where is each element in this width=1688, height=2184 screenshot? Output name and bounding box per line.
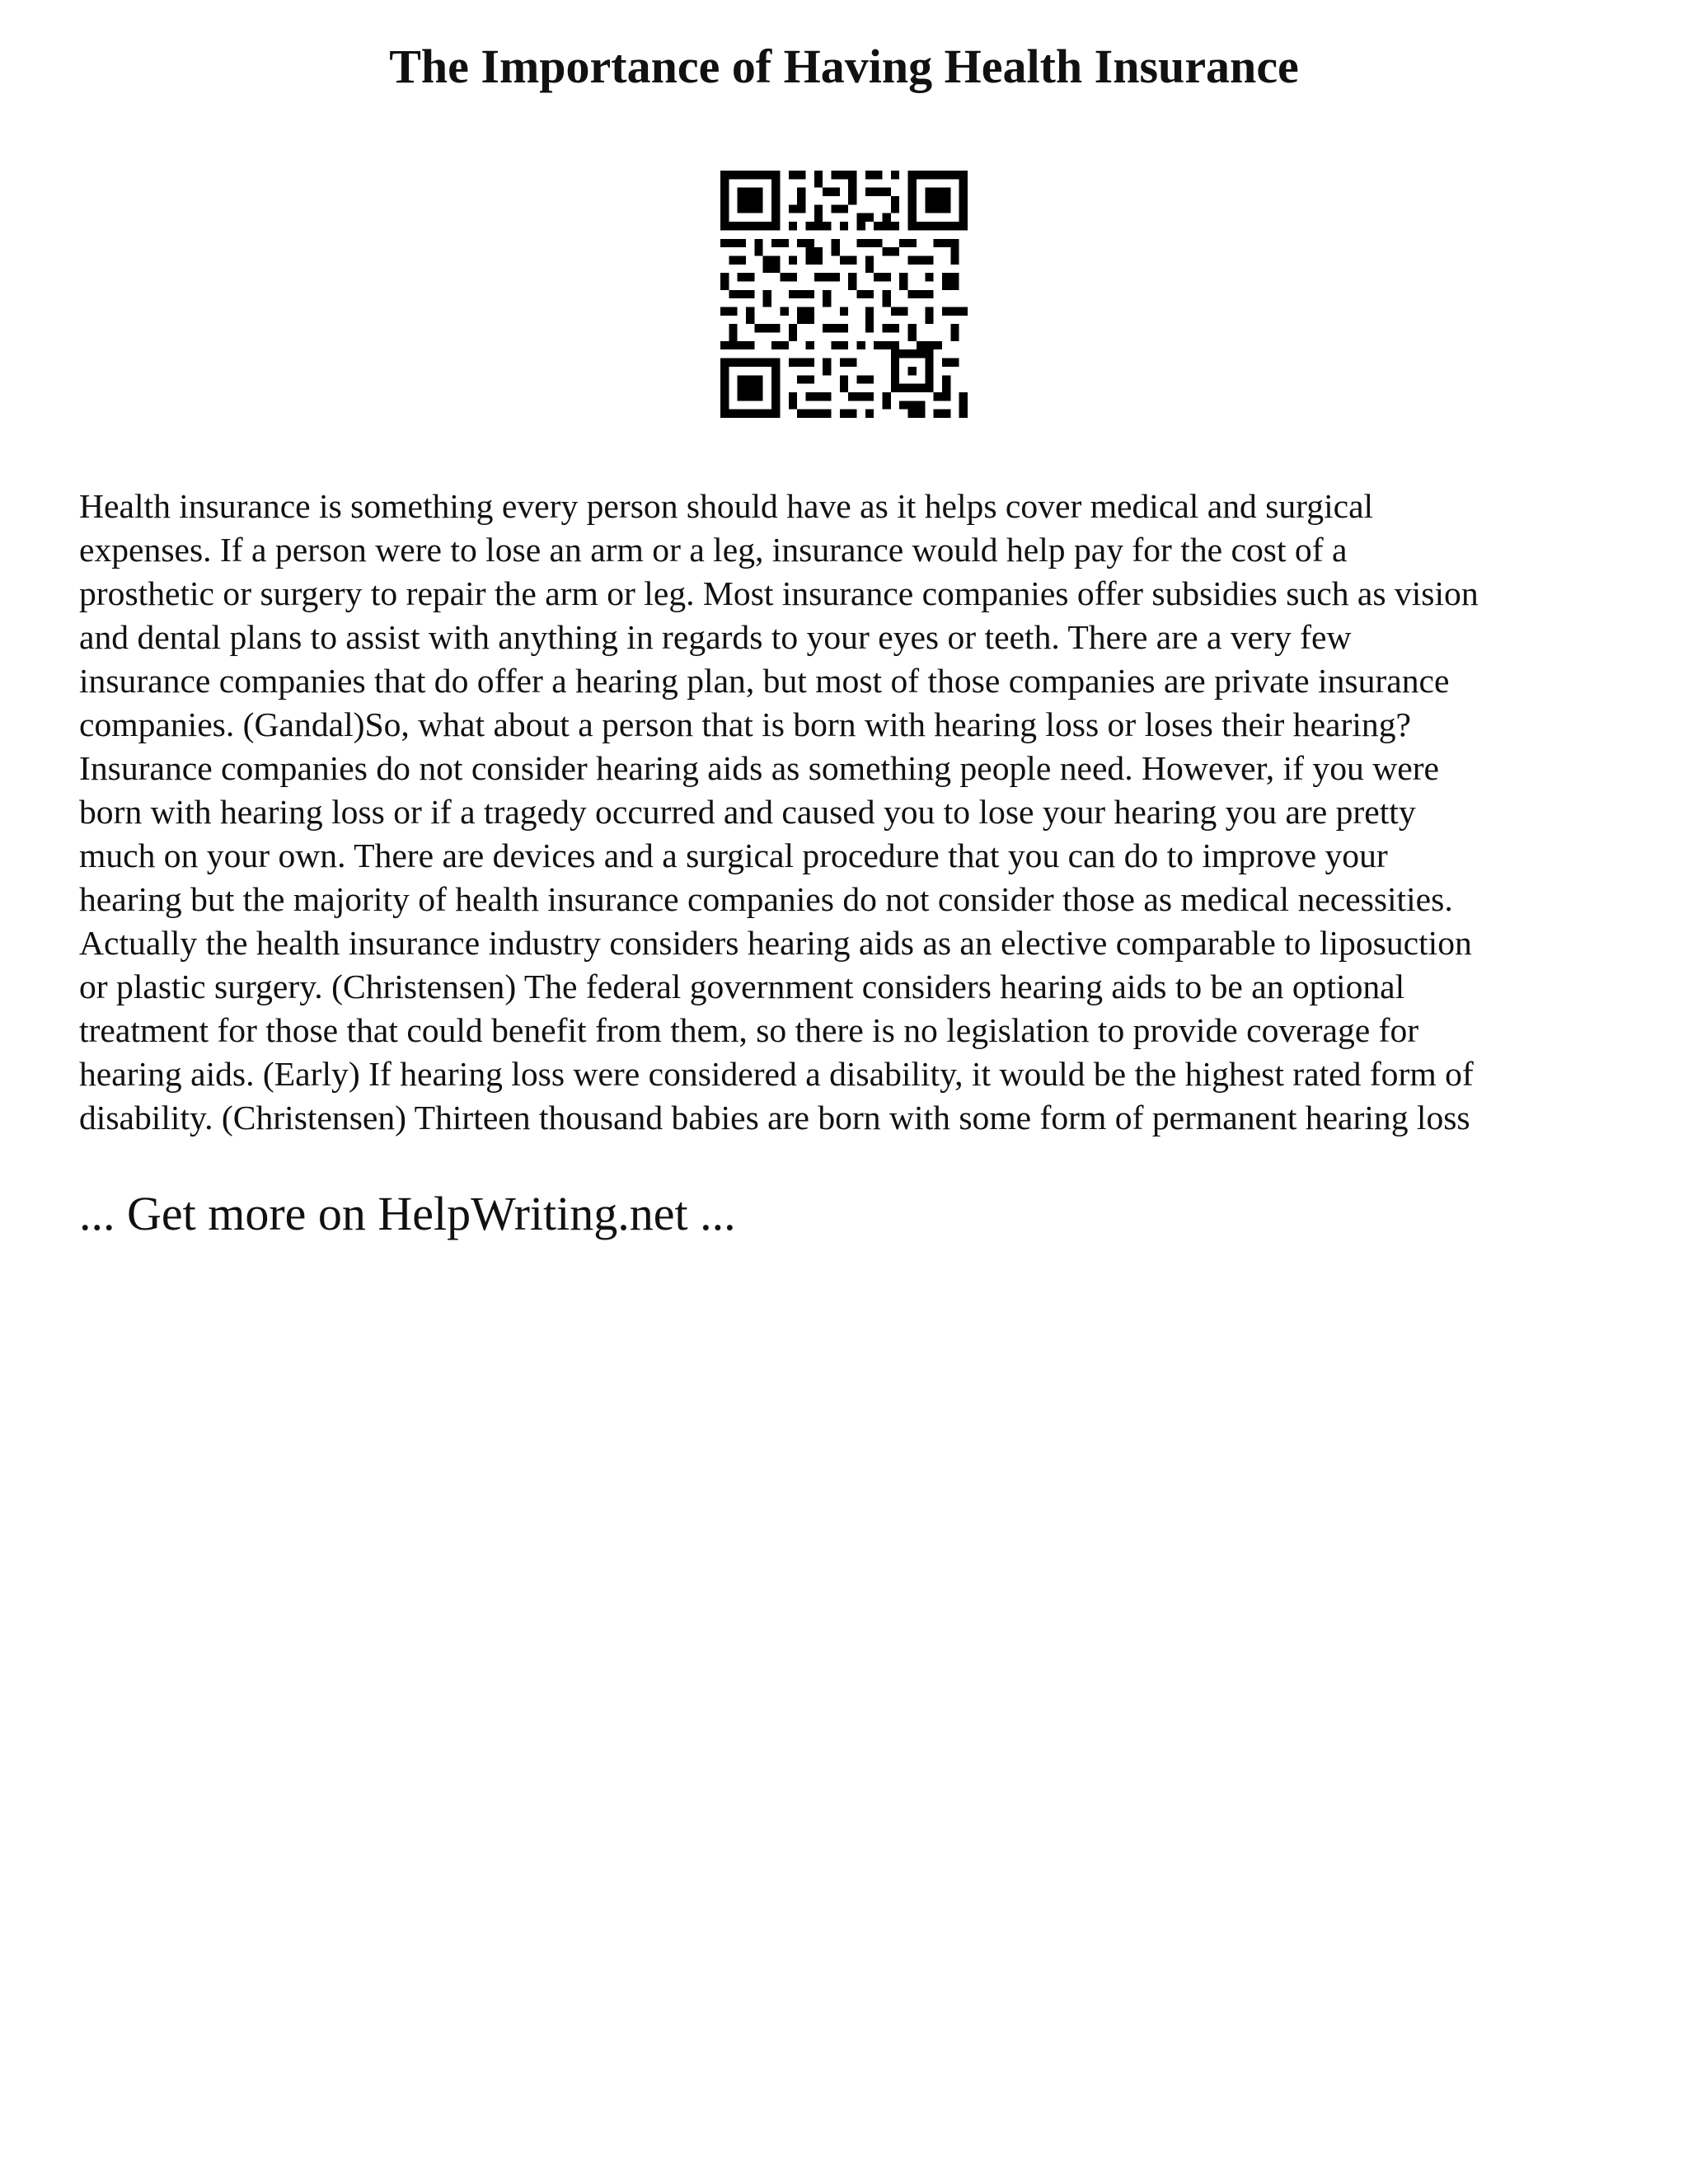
body-paragraph bbox=[79, 485, 1629, 1140]
body-line: hearing aids. (Early) If hearing loss were considered a disability, it would be the highest rated form of bbox=[79, 1055, 1474, 1093]
body-line: much on your own. There are devices and a surgical procedure that you can do to improve your bbox=[79, 837, 1388, 874]
body-line: hearing but the majority of health insurance companies do not consider those as medical necessities. bbox=[79, 880, 1453, 918]
body-line: treatment for those that could benefit from them, so there is no legislation to provide coverage for bbox=[79, 1011, 1419, 1049]
body-line: and dental plans to assist with anything in regards to your eyes or teeth. There are a very few bbox=[79, 618, 1352, 656]
get-more-link[interactable]: ... Get more on HelpWriting.net ... bbox=[79, 1187, 736, 1240]
body-line: Actually the health insurance industry considers hearing aids as an elective comparable to liposuction bbox=[79, 924, 1472, 962]
body-line: prosthetic or surgery to repair the arm or leg. Most insurance companies offer subsidies such as vision bbox=[79, 574, 1479, 612]
page-title: The Importance of Having Health Insurance bbox=[389, 40, 1299, 93]
qr-code-icon bbox=[720, 171, 968, 418]
body-line: or plastic surgery. (Christensen) The federal government considers hearing aids to be an optional bbox=[79, 968, 1405, 1005]
body-line: Insurance companies do not consider hearing aids as something people need. However, if you were bbox=[79, 749, 1440, 787]
body-line: born with hearing loss or if a tragedy occurred and caused you to lose your hearing you are pretty bbox=[79, 793, 1416, 831]
body-line: Health insurance is something every person should have as it helps cover medical and surgical bbox=[79, 487, 1374, 525]
body-line: insurance companies that do offer a hearing plan, but most of those companies are private insurance bbox=[79, 662, 1450, 700]
body-line: companies. (Gandal)So, what about a person that is born with hearing loss or loses their hearing? bbox=[79, 705, 1411, 743]
body-line: expenses. If a person were to lose an arm or a leg, insurance would help pay for the cost of a bbox=[79, 531, 1348, 569]
body-line: disability. (Christensen) Thirteen thousand babies are born with some form of permanent hearing loss bbox=[79, 1099, 1470, 1137]
